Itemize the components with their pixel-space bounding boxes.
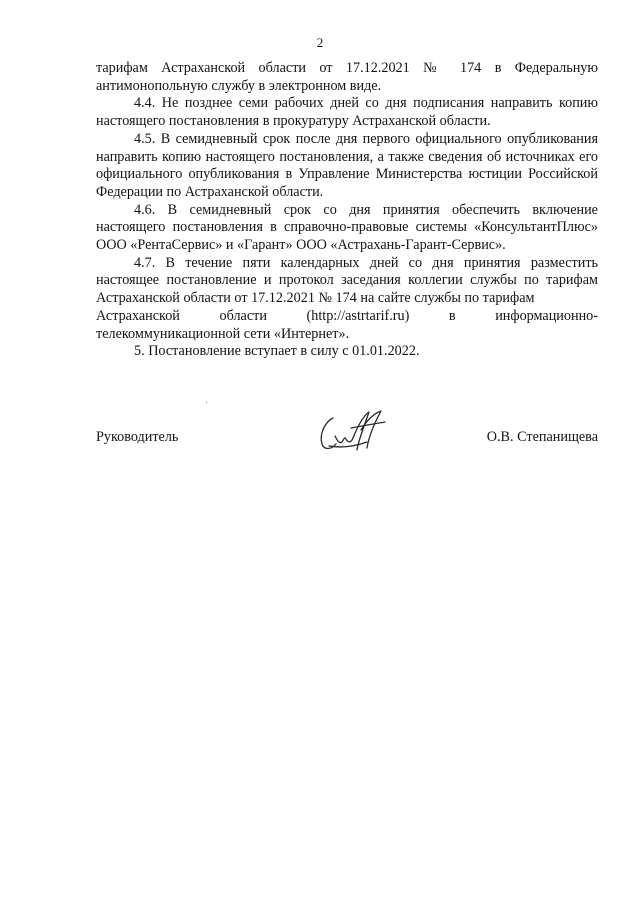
paragraph-4-7-url-line — [96, 308, 598, 326]
document-body — [96, 60, 598, 361]
handwritten-signature — [311, 406, 391, 456]
paragraph-4-6: 4.6. В семидневный срок со дня принятия обеспечить включение настоящего постановления в справочно-правовые системы «КонсультантПлюс» ООО «РентаСервис» и «Гарант» ООО «Астрахань-Гарант-Сервис». — [96, 201, 598, 254]
url-line-word: информационно- — [495, 307, 598, 324]
url-line-word: в — [448, 307, 456, 324]
scan-speck — [206, 402, 207, 403]
paragraph-4-5: 4.5. В семидневный срок после дня первого официального опубликования направить копию настоящего постановления, а также сведения об источниках его официального опубликования в Управление Министерства юстиции Российской Федерации по Астраханской области. — [96, 130, 598, 200]
url-line-word: области — [219, 307, 267, 324]
position-title: Руководитель — [96, 429, 179, 445]
paragraph-4-7 — [96, 255, 598, 344]
paragraph-5: 5. Постановление вступает в силу с 01.01.2022. — [134, 343, 420, 360]
signer-name: О.В. Степанищева — [486, 429, 598, 445]
paragraph-4-7-tail: телекоммуникационной сети «Интернет». — [96, 325, 350, 342]
page-number: 2 — [316, 35, 324, 50]
paragraph-continuation: тарифам Астраханской области от 17.12.2021 № 174 в Федеральную антимонопольную службу в электронном виде. — [96, 60, 598, 94]
paragraph-4-7-main: 4.7. В течение пяти календарных дней со дня принятия разместить настоящее постановление и протокол заседания коллегии службы по тарифам Астраханской области от 17.12.2021 № 174 на сайте службы по тарифам — [96, 254, 598, 307]
url-line-word: Астраханской — [96, 307, 180, 324]
website-url: (http://astrtarif.ru) — [306, 307, 410, 324]
paragraph-4-4: 4.4. Не позднее семи рабочих дней со дня подписания направить копию настоящего постановления в прокуратуру Астраханской области. — [96, 95, 598, 130]
